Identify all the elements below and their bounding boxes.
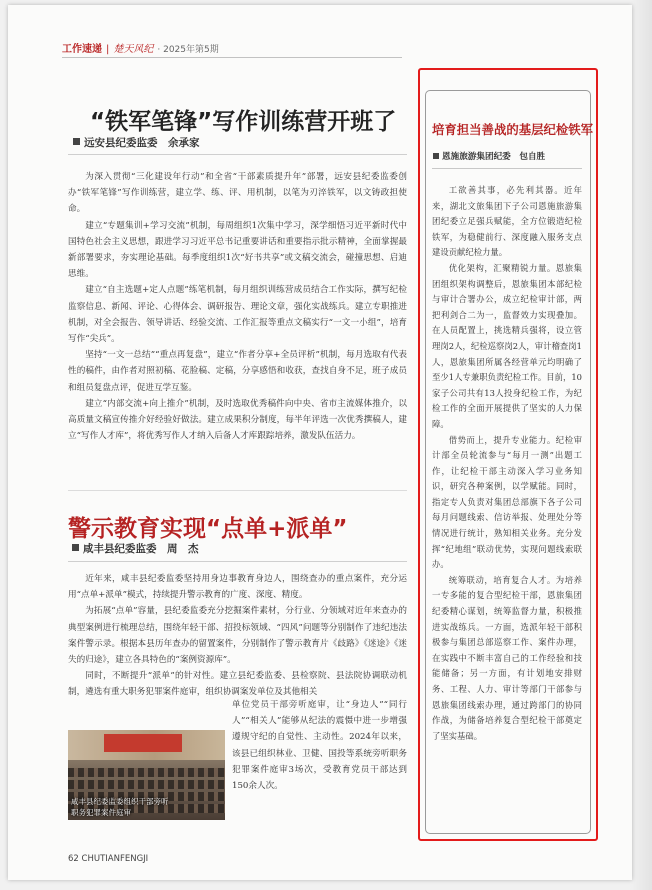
article1-paragraph: 建立“内部交流+向上推介”机制，及时选取优秀稿件向中央、省市主流媒体推介，以高质量文稿宣传推介好经验好做法。建立成果积分制度，每半年评选一次优秀撰稿人，建立“写作人才库”，将优秀写作人才纳入后备人才库跟踪培养，激发队伍活力。 [68,398,407,442]
article2-byline [72,541,199,556]
article1-paragraph: 坚持“一文一总结”“重点再复盘”，建立“作者分享+全员评析”机制，每月选取有代表性的稿件，由作者对照初稿、花脸稿、定稿，分享感悟和收获，查找自身不足，班子成员和组员复盘点评，促进互学互鉴。 [68,350,407,393]
article2-paragraph: 为拓展“点单”容量，县纪委监委充分挖掘案件素材，分行业、分领域对近年来查办的典型案例进行梳理总结，围绕年轻干部、招投标领域、“四风”问题等分别制作了违纪违法案件警示录。根据本县历年查办的留置案件，分别制作了警示教育片《歧路》《迷途》《迷失的归途》，建立各具特色的“案例资源库”。 [68,606,407,666]
sidebar-paragraph: 优化架构，汇聚精锐力量。恩旅集团组织架构调整后，恩旅集团本部纪检与审计合署办公，成立纪检审计部，两把利剑合二为一，监督效力实现叠加。在人员配置上，挑选精兵强将，设立管理岗2人，纪检巡察岗2人，审计稽查岗1人，恩旅集团所属各经营单元均明确了至少1人专兼职负责纪检工作。目前，10家子公司共有13人投身纪检工作，为纪检工作的全面开展提供了坚实的人力保障。 [432,262,582,429]
photo-caption-line: 职务犯罪案件庭审 [71,808,131,817]
header-separator: | [106,44,110,55]
article1-paragraph: 为深入贯彻“三化建设年行动”和全省“干部素质提升年”部署，远安县纪委监委创办“铁军笔锋”写作训练营，建立学、练、评、用机制，以笔为刃淬铁军，以文铸政担使命。 [68,172,407,215]
section-divider [68,490,407,491]
photo-banner [104,734,182,752]
article2-body [68,571,407,701]
byline-square-icon [72,544,79,551]
article2-side-text [232,697,407,794]
selection-highlight-frame [418,68,598,841]
magazine-english-name: CHUTIANFENGJI [81,854,149,864]
article1-paragraph: 建立“专题集训+学习交流”机制，每周组织1次集中学习，深学细悟习近平新时代中国特色社会主义思想，跟进学习习近平总书记重要讲话和重要指示批示精神，全面掌握最新部署要求，夯实理论基础。每季度组织1次“好书共享”或文稿交流会，碰撞思想、启迪思维。 [68,220,407,280]
sidebar-byline-text: 恩施旅游集团纪委 包自胜 [442,152,546,162]
article1-paragraph: 建立“自主选题+定人点题”练笔机制，每月组织训练营成员结合工作实际，撰写纪检监察信息、新闻、评论、心得体会、调研报告、理论文章，强化实战练兵。建立专职推进机制，对全会报告、领导讲话、经验交流、工作汇报等重点文稿实行“一文一小组”，培育写作“尖兵”。 [68,285,407,345]
page-header [62,40,219,55]
article1-body [68,169,407,444]
article2-paragraph: 同时，不断提升“派单”的针对性。建立县纪委监委、县检察院、县法院协调联动机制，遴选有重大职务犯罪案件庭审，组织协调案发单位及其他相关 [68,671,407,698]
issue-label: · 2025年第5期 [157,45,219,55]
article2-rule [68,561,407,562]
article2-title: 警示教育实现“点单+派单” [68,516,348,542]
photo-audience-row [68,768,225,777]
article2-paragraph: 近年来，咸丰县纪委监委坚持用身边事教育身边人，围绕查办的重点案件，充分运用“点单+派单”模式，持续提升警示教育的广度、深度、精度。 [68,574,407,601]
adjacent-page-edge [630,0,652,890]
courtroom-photo [68,730,225,820]
header-rule [62,57,402,58]
article1-byline-text: 远安县纪委监委 余承家 [84,137,200,149]
photo-caption [71,796,169,818]
byline-square-icon [73,138,80,145]
article1-title: “铁军笔锋”写作训练营开班了 [90,109,397,135]
section-name: 工作速递 [62,44,102,55]
page-number: 62 [68,854,79,864]
sidebar-paragraph: 统筹联动，培育复合人才。为培养一专多能的复合型纪检干部，恩旅集团纪委精心谋划，统筹监督力量，积极推进实战练兵。一方面，选派年轻干部积极参与集团总部巡察工作、案件办理，在实践中不断丰富自己的工作经验和技能储备；另一方面，有计划地安排财务、工程、人力、审计等部门干部参与恩旅集团线索办理，通过跨部门的协同作战，为储备培养复合型纪检干部奠定了坚实基础。 [432,574,582,741]
page-footer [68,854,148,864]
article2-byline-text: 咸丰县纪委监委 周 杰 [83,543,199,555]
sidebar-article-title: 培育担当善战的基层纪检铁军 [432,122,594,137]
article1-byline [73,135,200,150]
photo-caption-line: 咸丰县纪委监委组织干部旁听 [71,797,169,806]
sidebar-paragraph: 借势而上，提升专业能力。纪检审计部全员轮流参与“每月一测”出题工作，让纪检干部主动深入学习业务知识，研究各种案例，以学赋能。同时，指定专人负责对集团总部旗下各子公司每月问题线索、信访举报、处理处分等情况进行统计，熟知相关业务。充分发挥“纪地组”联动优势，实现问题线索联办。 [432,434,582,570]
sidebar-paragraph: 工欲善其事，必先利其器。近年来，湖北文旅集团下子公司恩施旅游集团纪委立足强兵赋能，全方位锻造纪检铁军，为稳健前行、深度融入服务支点建设贡献纪检力量。 [432,185,582,258]
article1-rule [68,154,407,155]
magazine-name: 楚天风纪 [113,44,154,55]
photo-audience-row [68,780,225,789]
article2-side-paragraph: 单位党员干部旁听庭审，让“身边人”“同行人”“相关人”能够从纪法的震慑中进一步增强遵规守纪的自觉性、主动性。2024年以来，该县已组织林业、卫健、国投等系统旁听职务犯罪案件庭审3场次，受教育党员干部达到150余人次。 [232,700,407,792]
